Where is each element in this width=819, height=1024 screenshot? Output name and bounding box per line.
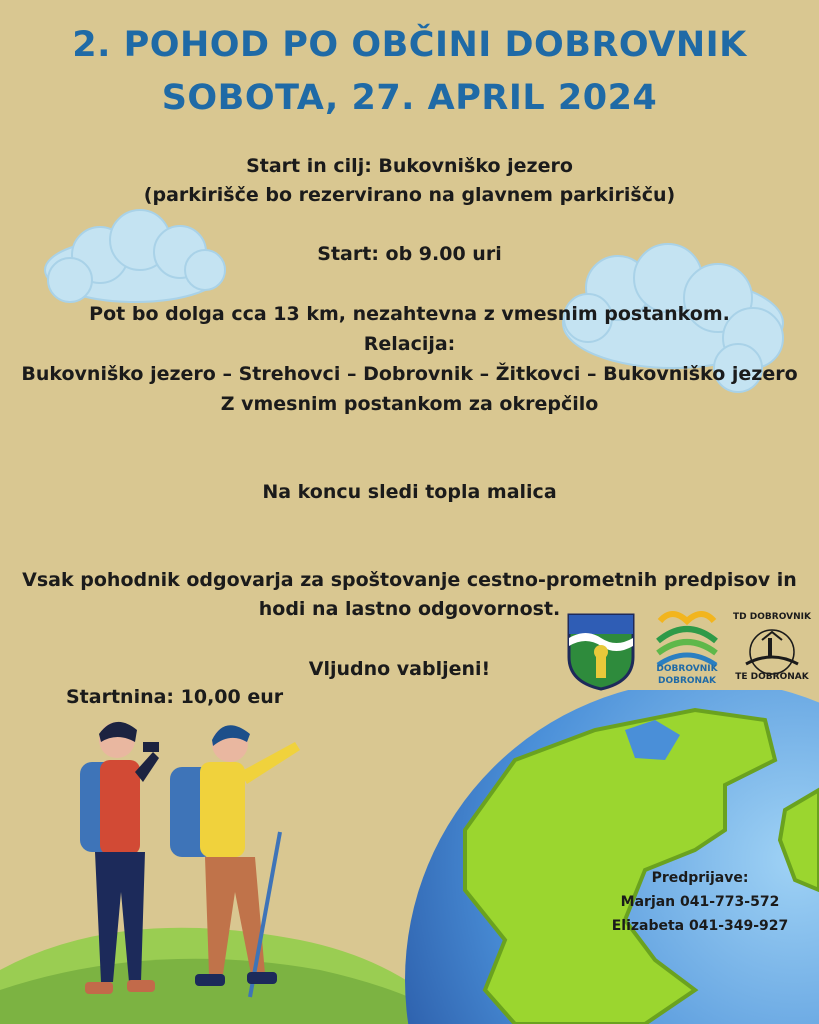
- relation-route-text: Bukovniško jezero – Strehovci – Dobrovnik – Žitkovci – Bukovniško jezero: [21, 363, 798, 385]
- tourism-logo-text-2: DOBRONAK: [657, 676, 717, 686]
- td-logo-icon: [736, 620, 808, 680]
- responsibility-text-1: Vsak pohodnik odgovarja za spoštovanje cestno-prometnih predpisov in: [22, 569, 797, 591]
- page-title-line1: 2. POHOD PO OBČINI DOBROVNIK: [72, 25, 747, 65]
- lunch-text: Na koncu sledi topla malica: [262, 481, 557, 503]
- start-time-text: Start: ob 9.00 uri: [317, 243, 502, 265]
- parking-text: (parkirišče bo rezervirano na glavnem parkirišču): [143, 184, 676, 206]
- route-length-text: Pot bo dolga cca 13 km, nezahtevna z vmesnim postankom.: [89, 303, 730, 325]
- page-title-date: SOBOTA, 27. APRIL 2024: [161, 78, 658, 118]
- fee-text: Startnina: 10,00 eur: [66, 686, 284, 708]
- td-logo-bottom-text: TE DOBRONAK: [735, 672, 809, 682]
- municipality-coat-of-arms-icon: [566, 612, 636, 692]
- welcome-text: Vljudno vabljeni!: [308, 658, 491, 680]
- tourism-logo-text-1: DOBROVNIK: [656, 664, 718, 674]
- responsibility-text-2: hodi na lastno odgovornost.: [258, 598, 561, 620]
- registration-label: Predprijave:: [651, 870, 749, 886]
- registration-contact-2: Elizabeta 041-349-927: [611, 918, 789, 934]
- start-finish-text: Start in cilj: Bukovniško jezero: [246, 155, 573, 177]
- hikers-icon: [55, 712, 315, 1012]
- registration-contact-1: Marjan 041-773-572: [620, 894, 780, 910]
- relation-label: Relacija:: [363, 333, 456, 355]
- td-logo-top-text: TD DOBROVNIK: [733, 612, 811, 622]
- globe-icon: [395, 690, 819, 1024]
- refreshment-text: Z vmesnim postankom za okrepčilo: [220, 393, 599, 415]
